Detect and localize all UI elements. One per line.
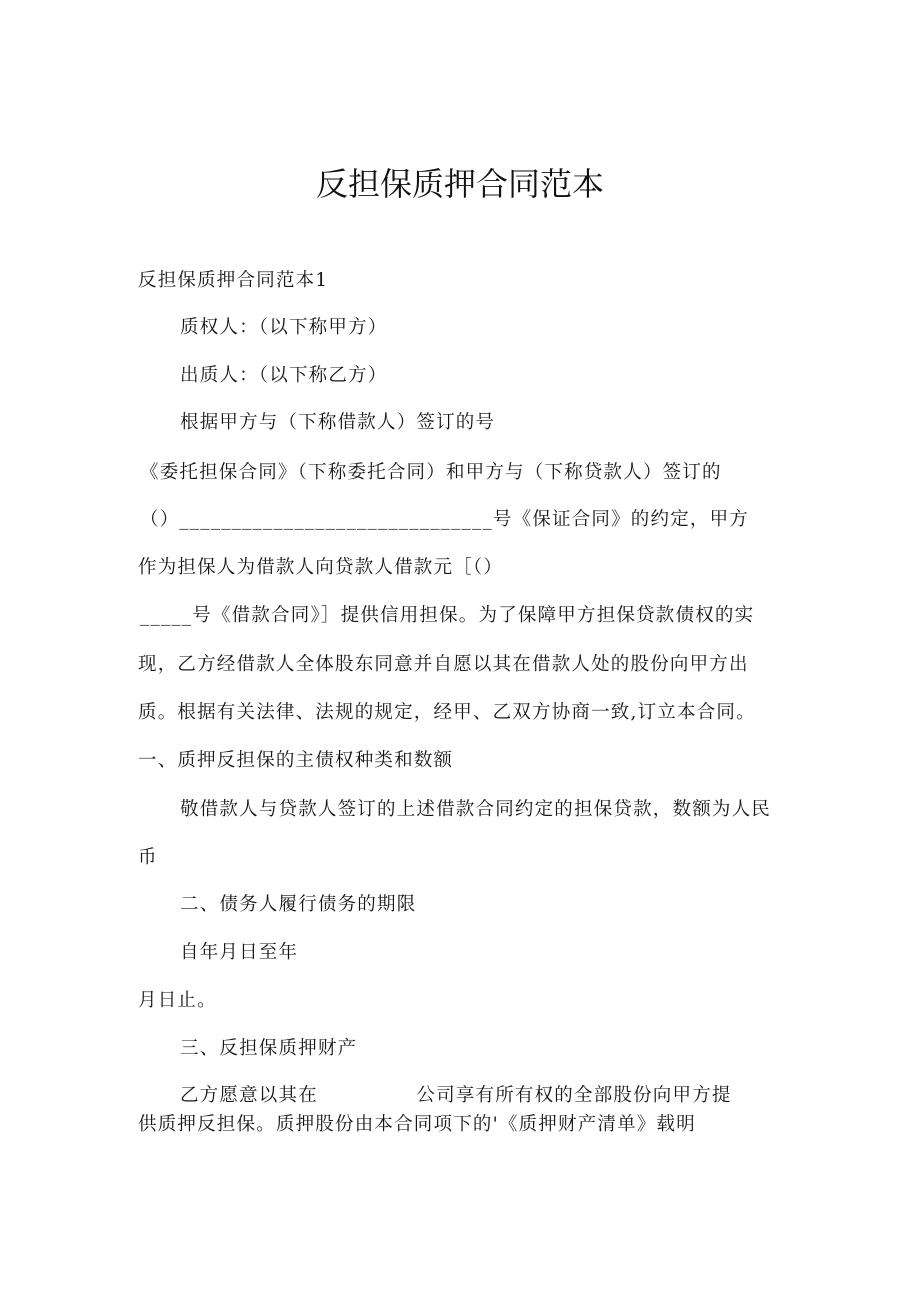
paragraph-line: 质。根据有关法律、法规的规定，经甲、乙双方协商一致,订立本合同。 — [138, 702, 756, 723]
paragraph-line: _____号《借款合同》］提供信用担保。为了保障甲方担保贷款债权的实 — [140, 605, 755, 626]
paragraph-line: 自年月日至年 — [180, 942, 299, 963]
paragraph-line: （）______________________________号《保证合同》的约定，甲方 — [140, 509, 750, 530]
paragraph-line: 敬借款人与贷款人签订的上述借款合同约定的担保贷款，数额为人民 — [180, 799, 772, 820]
page-title: 反担保质押合同范本 — [315, 165, 604, 203]
section-heading: 三、反担保质押财产 — [180, 1038, 358, 1059]
section-heading: 二、债务人履行债务的期限 — [180, 894, 417, 915]
paragraph-line: 出质人：（以下称乙方） — [180, 365, 388, 386]
paragraph-line: 现，乙方经借款人全体股东同意并自愿以其在借款人处的股份向甲方出 — [138, 654, 749, 675]
paragraph-line: 币 — [138, 847, 158, 868]
paragraph-line: 月日止。 — [138, 990, 217, 1011]
paragraph-line: 作为担保人为借款人向贷款人借款元［（） — [138, 557, 504, 578]
paragraph-line: 质权人：（以下称甲方） — [180, 317, 388, 338]
section-heading: 一、质押反担保的主债权种类和数额 — [138, 750, 454, 771]
paragraph-line: 《委托担保合同》（下称委托合同）和甲方与（下称贷款人）签订的 — [140, 462, 722, 483]
paragraph-line: 根据甲方与（下称借款人）签订的号 — [180, 412, 496, 433]
paragraph-line: 乙方愿意以其在 公司享有所有权的全部股份向甲方提 — [180, 1085, 732, 1106]
paragraph-line: 供质押反担保。质押股份由本合同项下的'《质押财产清单》载明 — [138, 1114, 696, 1135]
section-heading: 反担保质押合同范本1 — [138, 270, 329, 291]
